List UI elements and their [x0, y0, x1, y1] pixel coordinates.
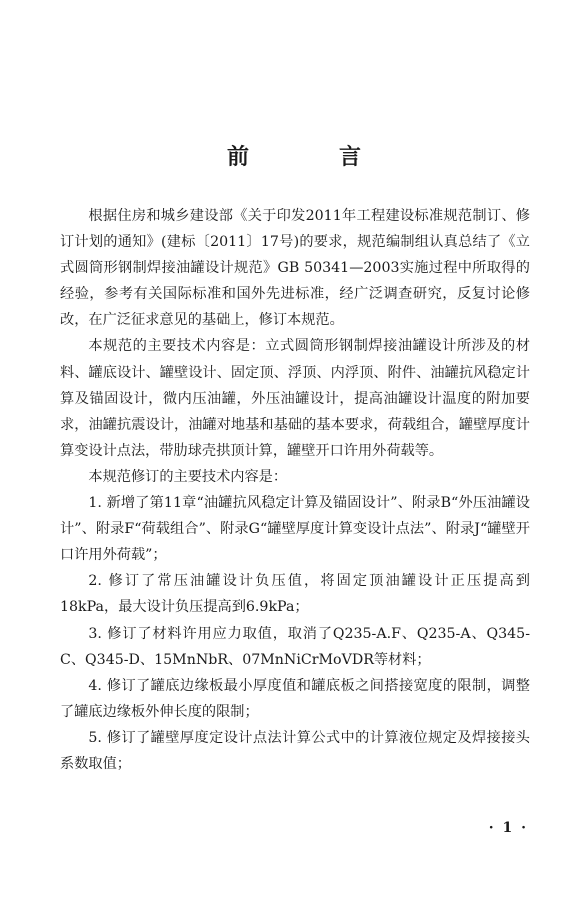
body-text: [60, 203, 530, 777]
paragraph-revision-intro: 本规范修订的主要技术内容是：: [88, 468, 288, 485]
page-number: · 1 ·: [488, 820, 528, 836]
revision-item-4: 4. 修订了罐底边缘板最小厚度值和罐底板之间搭接宽度的限制，调整了罐底边缘板外伸长度的限制；: [60, 677, 530, 720]
page-title: 前 言: [226, 144, 395, 170]
revision-item-2: 2. 修订了常压油罐设计负压值，将固定顶油罐设计正压提高到18kPa，最大设计负压提高到6.9kPa；: [60, 573, 530, 616]
paragraph-background: 根据住房和城乡建设部《关于印发2011年工程建设标准规范制订、修订计划的通知》(建标〔2011〕17号)的要求，规范编制组认真总结了《立式圆筒形钢制焊接油罐设计规范》GB 50341—2003实施过程中所取得的经验，参考有关国际标准和国外先进标准，经广泛调查研究，反复讨论修改，在广泛征求意见的基础上，修订本规范。: [60, 208, 530, 329]
revision-item-5: 5. 修订了罐壁厚度定设计点法计算公式中的计算液位规定及焊接接头系数取值；: [60, 729, 530, 772]
revision-item-1: 1. 新增了第11章“油罐抗风稳定计算及锚固设计”、附录B“外压油罐设计”、附录F“荷载组合”、附录G“罐壁厚度计算变设计点法”、附录J“罐壁开口许用外荷载”；: [60, 495, 530, 564]
revision-item-3: 3. 修订了材料许用应力取值，取消了Q235-A.F、Q235-A、Q345-C、Q345-D、15MnNbR、07MnNiCrMoVDR等材料；: [60, 625, 530, 668]
paragraph-main-content: 本规范的主要技术内容是：立式圆筒形钢制焊接油罐设计所涉及的材料、罐底设计、罐壁设计、固定顶、浮顶、内浮顶、附件、油罐抗风稳定计算及锚固设计，微内压油罐，外压油罐设计，提高油罐设计温度的附加要求，油罐抗震设计，油罐对地基和基础的基本要求，荷载组合，罐壁厚度计算变设计点法，带肋球壳拱顶计算，罐壁开口许用外荷载等。: [60, 338, 530, 459]
